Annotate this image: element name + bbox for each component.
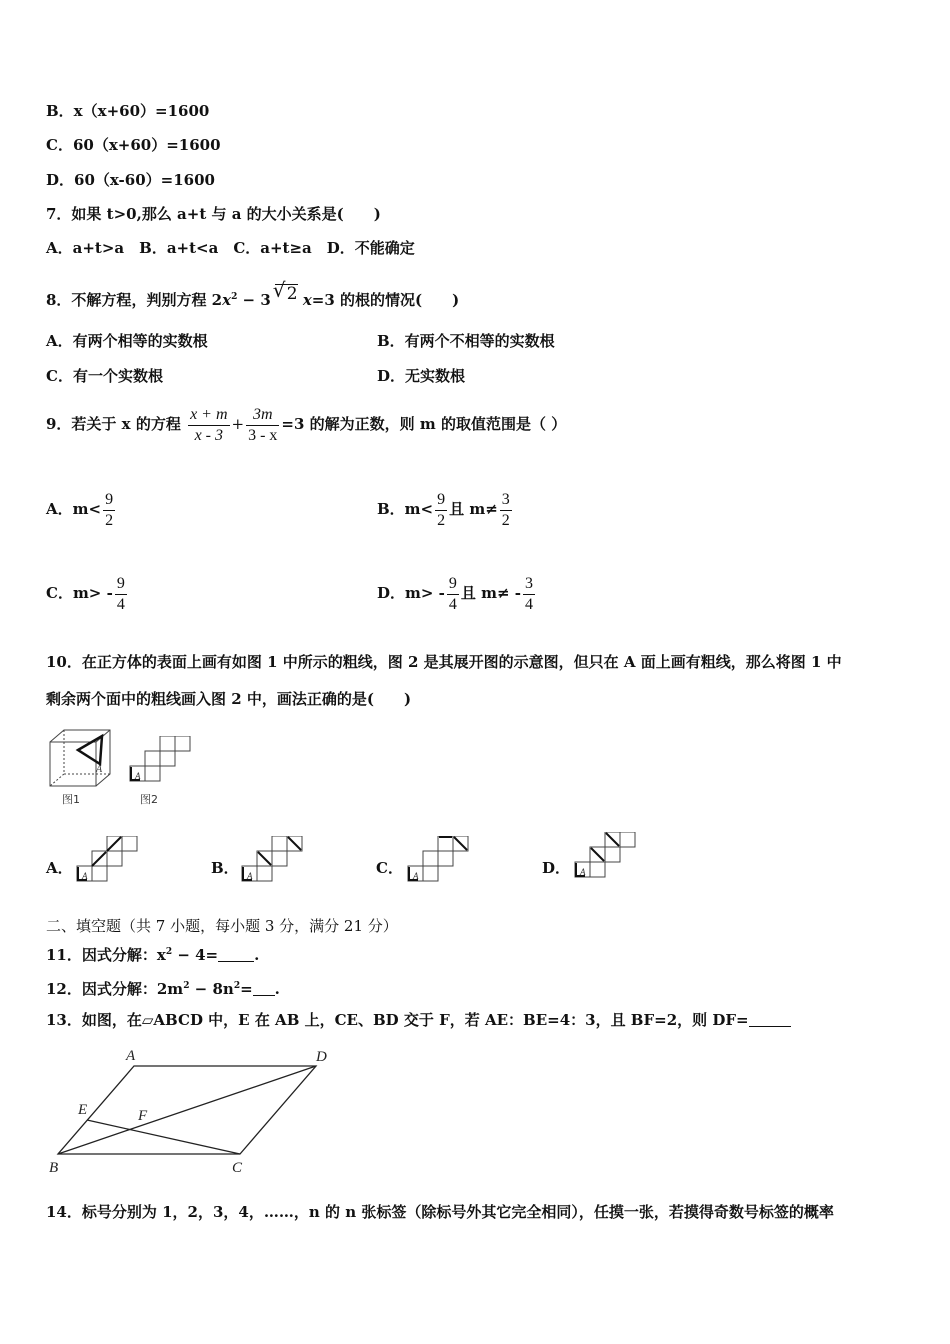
- fig2-caption: 图2: [140, 793, 158, 806]
- q13-stem: 13．如图，在▱ABCD 中，E 在 AB 上，CE、BD 交于 F，若 AE：BE=4：3，且 BF=2，则 DF=: [46, 1010, 791, 1030]
- svg-text:A: A: [247, 871, 253, 881]
- q8-option-c: C．有一个实数根: [46, 367, 163, 385]
- svg-text:A: A: [82, 871, 88, 881]
- q6-option-d: D．60（x-60）=1600: [46, 171, 215, 189]
- label-c: C: [232, 1160, 243, 1176]
- q8-option-d: D．无实数根: [377, 367, 466, 385]
- q10-option-d-label: D．: [542, 859, 571, 877]
- fraction: $\frac{x + m}{x - 3}$: [190, 405, 228, 444]
- q14: 14．标号分别为 1，2，3，4，……，n 的 n 张标签（除标号外其它完全相同），任摸一张，若摸得奇数号标签的概率: [46, 1203, 834, 1221]
- q12: 12．因式分解：$2m^2 - 8n^2=$ .: [46, 980, 280, 998]
- q9-option-d: D．m> - $\frac{9}{4}$ 且 m≠ - $\frac{3}{4}$: [377, 574, 534, 613]
- label-f: F: [138, 1108, 148, 1124]
- q9-stem: 9．若关于 x 的方程 $\frac{x + m}{x - 3}$ + $\frac{3m}{3 - x}$ =3 的解为正数，则 m 的取值范围是（ ）: [46, 405, 567, 444]
- svg-text:A: A: [580, 867, 586, 877]
- cube-figure: [46, 728, 116, 790]
- q9-option-c: C．m> - $\frac{9}{4}$: [46, 574, 125, 613]
- q9-option-b: B．m< $\frac{9}{2}$ 且 m≠ $\frac{3}{2}$: [377, 490, 510, 529]
- q10-option-c-label: C．: [376, 859, 403, 877]
- q7-options: A．a+t>a B．a+t<a C．a+t≥a D．不能确定: [46, 239, 415, 257]
- q8-option-b: B．有两个不相等的实数根: [377, 332, 555, 350]
- q10-option-b-figure: [240, 836, 304, 884]
- parallelogram-figure: [46, 1042, 336, 1180]
- segment-ce: [87, 1120, 240, 1154]
- answer-blank[interactable]: [749, 1012, 791, 1027]
- q6-option-c: C．60（x+60）=1600: [46, 136, 221, 154]
- answer-blank[interactable]: [253, 981, 275, 996]
- q9-option-a: A．m< $\frac{9}{2}$: [46, 490, 114, 529]
- svg-text:A: A: [96, 764, 103, 775]
- q8-stem: 8．不解方程，判别方程 $2x^2 - 3√$ 2 x=3 的根的情况( ): [46, 284, 459, 310]
- svg-text:A: A: [135, 771, 141, 781]
- label-a: A: [126, 1048, 136, 1064]
- fraction: $\frac{3m}{3 - x}$: [248, 405, 278, 444]
- q10-line1: 10．在正方体的表面上画有如图 1 中所示的粗线，图 2 是其展开图的示意图，但只在 A 面上画有粗线，那么将图 1 中: [46, 653, 842, 671]
- answer-blank[interactable]: [218, 947, 254, 962]
- sqrt-symbol: √ 2: [275, 284, 298, 303]
- q10-line2: 剩余两个面中的粗线画入图 2 中，画法正确的是( ): [46, 690, 412, 708]
- q6-option-b: B．x（x+60）=1600: [46, 102, 210, 120]
- q10-option-c-figure: [406, 836, 470, 884]
- q10-option-a-label: A．: [46, 859, 73, 877]
- q11: 11．因式分解：$x^2 - 4=$ .: [46, 946, 260, 964]
- q7-stem: 7．如果 t>0,那么 a+t 与 a 的大小关系是( ): [46, 205, 381, 223]
- label-e: E: [78, 1102, 88, 1118]
- fig1-caption: 图1: [62, 793, 80, 806]
- label-b: B: [49, 1160, 59, 1176]
- q10-option-a-figure: [75, 836, 139, 884]
- section-2-heading: 二、填空题（共 7 小题，每小题 3 分，满分 21 分）: [46, 917, 398, 935]
- label-d: D: [316, 1049, 327, 1065]
- q10-option-d-figure: [573, 832, 637, 880]
- q8-option-a: A．有两个相等的实数根: [46, 332, 208, 350]
- q10-option-b-label: B．: [211, 859, 239, 877]
- svg-text:A: A: [413, 871, 419, 881]
- net-figure: [128, 736, 192, 784]
